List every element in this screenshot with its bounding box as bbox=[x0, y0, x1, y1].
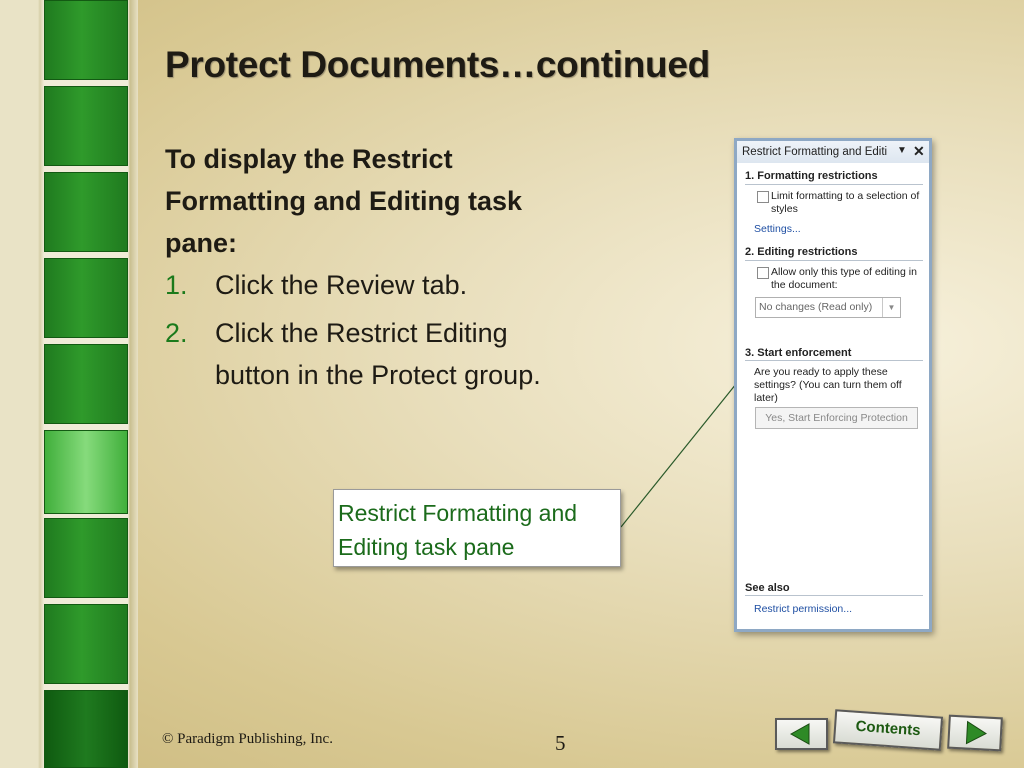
start-enforcing-button[interactable]: Yes, Start Enforcing Protection bbox=[755, 407, 918, 429]
page-number: 5 bbox=[555, 731, 566, 755]
section-formatting-restrictions: 1. Formatting restrictions bbox=[745, 170, 878, 182]
chevron-down-icon[interactable]: ▼ bbox=[882, 298, 900, 317]
intro-text: To display the Restrict Formatting and Editing task pane: bbox=[165, 144, 523, 258]
forward-button[interactable] bbox=[947, 715, 1003, 752]
callout-box bbox=[333, 489, 621, 567]
contents-label: Contents bbox=[855, 717, 922, 740]
pane-title: Restrict Formatting and Editi bbox=[742, 146, 888, 158]
restrict-editing-task-pane bbox=[734, 138, 932, 632]
right-arrow-icon bbox=[949, 717, 1001, 750]
enforce-prompt: Are you ready to apply these settings? (You can turn them off later) bbox=[754, 366, 902, 404]
left-arrow-icon bbox=[777, 720, 826, 748]
section-editing-restrictions: 2. Editing restrictions bbox=[745, 246, 858, 258]
pane-header bbox=[737, 141, 929, 163]
allow-only-checkbox[interactable] bbox=[757, 267, 769, 279]
step-text: Click the Restrict Editing button in the Protect group. bbox=[215, 318, 541, 390]
step-number: 1. bbox=[165, 270, 188, 300]
editing-type-select[interactable] bbox=[755, 297, 901, 318]
copyright-footer: © Paradigm Publishing, Inc. bbox=[162, 731, 333, 747]
restrict-permission-link[interactable]: Restrict permission... bbox=[754, 603, 853, 615]
slide-title: Protect Documents…continued bbox=[165, 44, 710, 85]
limit-formatting-checkbox[interactable] bbox=[757, 191, 769, 203]
step-text: Click the Review tab. bbox=[215, 270, 468, 300]
divider bbox=[745, 595, 923, 596]
close-icon[interactable]: ✕ bbox=[913, 143, 925, 159]
divider bbox=[745, 360, 923, 361]
see-also-heading: See also bbox=[745, 582, 790, 594]
callout-text: Restrict Formatting and Editing task pane bbox=[338, 500, 578, 560]
settings-link[interactable]: Settings... bbox=[754, 223, 801, 235]
dropdown-arrow-icon[interactable]: ▼ bbox=[897, 145, 907, 156]
divider bbox=[745, 184, 923, 185]
section-start-enforcement: 3. Start enforcement bbox=[745, 347, 852, 359]
step-number: 2. bbox=[165, 318, 188, 348]
allow-only-label: Allow only this type of editing in the document: bbox=[771, 266, 917, 291]
limit-formatting-label: Limit formatting to a selection of styles bbox=[771, 190, 920, 215]
editing-type-value: No changes (Read only) bbox=[759, 301, 873, 313]
divider bbox=[745, 260, 923, 261]
back-button[interactable] bbox=[775, 718, 828, 750]
